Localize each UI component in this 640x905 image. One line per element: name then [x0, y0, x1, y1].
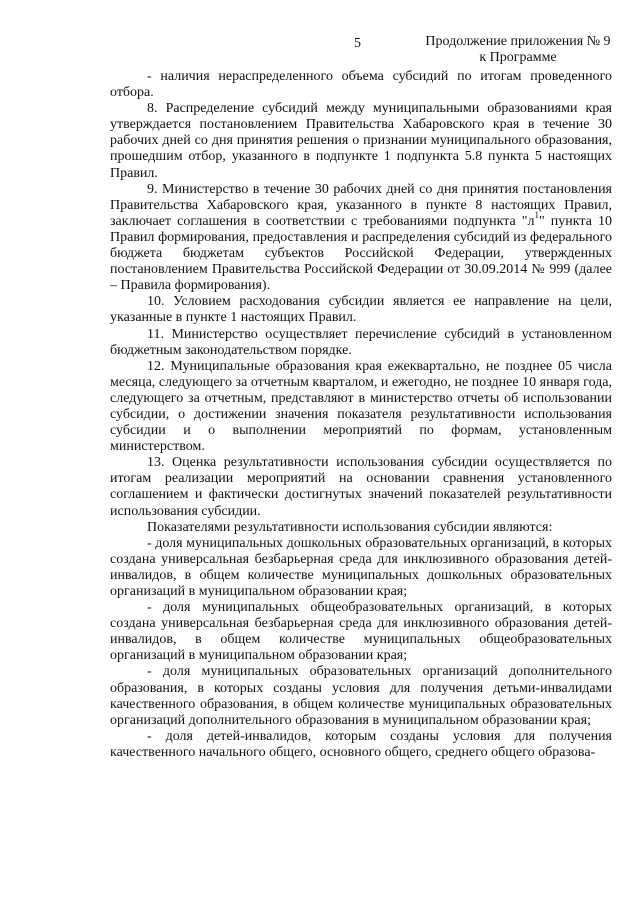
- paragraph-item-8: 8. Распределение субсидий между муниципальными образованиями края утверждается постановлением Правительства Хабаровского края в течение 30 рабочих дней со дня принятия решения о признании муниципального образования, прошедшим отбор, указанного в подпункте 1 подпункта 5.8 пункта 5 настоящих Правил.: [110, 101, 612, 181]
- paragraph-item-9-text-end: " пункта 10 Правил формирования, предоставления и распределения субсидий из федерального бюджета бюджетам субъектов Российской Федерации, утвержденных постановлением Правительства Российской Федерации от 30.09.2014 № 999 (далее – Правила формирования).: [110, 213, 612, 294]
- paragraph-indicator-preschool: - доля муниципальных дошкольных образовательных организаций, в которых создана универсальная безбарьерная среда для инклюзивного образования детей-инвалидов, в общем количестве муниципальных дошкольных образовательных организаций в муниципальном образовании края;: [110, 535, 612, 599]
- paragraph-item-11: 11. Министерство осуществляет перечисление субсидий в установленном бюджетным законодательством порядке.: [110, 326, 612, 358]
- document-body: [110, 69, 612, 761]
- paragraph-item-10: 10. Условием расходования субсидии является ее направление на цели, указанные в пункте 1 настоящих Правил.: [110, 294, 612, 326]
- paragraph-item-9-text-start: 9. Министерство в течение 30 рабочих дней со дня принятия постановления Правительства Хабаровского края, указанного в пункте 8 настоящих Правил, заключает соглашения в соответствии с требованиями подпункта "л: [110, 181, 612, 229]
- paragraph-indicators-intro: Показателями результативности использования субсидии являются:: [147, 519, 553, 535]
- paragraph-item-9: [110, 182, 612, 295]
- continuation-line-2: к Программе: [479, 50, 557, 65]
- paragraph-indicator-disabled-children: - доля детей-инвалидов, которым созданы условия для получения качественного начального общего, основного общего, среднего общего образова-: [110, 728, 612, 760]
- paragraph-remaining-subsidy: - наличия нераспределенного объема субсидий по итогам проведенного отбора.: [110, 69, 612, 101]
- paragraph-item-13: 13. Оценка результативности использования субсидии осуществляется по итогам реализации мероприятий на основании сравнения установленного соглашением и фактически достигнутых значений показателей результативности использования субсидии.: [110, 455, 612, 519]
- page-number: 5: [354, 36, 361, 51]
- paragraph-item-12: 12. Муниципальные образования края ежеквартально, не позднее 05 числа месяца, следующего за отчетным кварталом, и ежегодно, не позднее 10 января года, следующего за отчетным, представляют в министерство отчеты об использовании субсидии, о достижении значения показателя результативности использования субсидии и о выполнении мероприятий по формам, установленным министерством.: [110, 358, 612, 455]
- paragraph-indicator-additional-education: - доля муниципальных образовательных организаций дополнительного образования, в которых созданы условия для получения детьми-инвалидами качественного образования, в общем количестве муниципальных образовательных организаций дополнительного образования в муниципальном образовании края;: [110, 664, 612, 728]
- paragraph-indicator-general-education: - доля муниципальных общеобразовательных организаций, в которых создана универсальная безбарьерная среда для инклюзивного образования детей-инвалидов, в общем количестве муниципальных общеобразовательных организаций в муниципальном образовании края;: [110, 600, 612, 664]
- continuation-line-1: Продолжение приложения № 9: [425, 34, 611, 49]
- superscript-index: 1: [534, 210, 539, 221]
- appendix-continuation-note: [418, 34, 618, 66]
